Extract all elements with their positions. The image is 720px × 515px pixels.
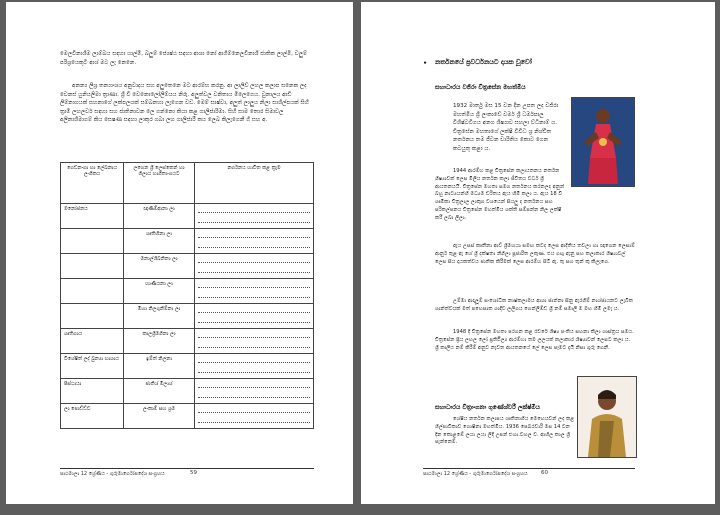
table-cell-item: භාණියනා ලා [124,279,195,304]
table-cell-answer[interactable] [195,329,314,354]
answer-line[interactable] [198,341,310,348]
table-row [61,254,314,279]
person1-para1: 1932 මාර්තු මස 15 වන දින උපත ලද වජිරා මහත්මිය ශ්‍රී ලංකාවේ වර්ම ශ්‍රී ධර්මපාල විශිෂ්ටවිගය අනග ශිෂ්‍යාව සහලා ව්ධිනාම් ය. චිත්‍රසේන මහතාගේ ලක්ෂි විවිධ ශ්‍ර නිශ්චිත නර්තනය තම ජීවන චාරිතිය කොට ගෙන කටයුතු කළා ය. [453,103,559,152]
table-cell-answer[interactable] [195,379,314,404]
table-cell-item: ඉම්ත් නිලනා [124,354,195,379]
worksheet-table [60,162,314,429]
page-number-left: 59 [190,470,197,476]
footer-right: පාඨමාලා 12 ශ්‍රේණිය - ගුරුමාර්ගෝපදේශ සංග්‍රහය [423,468,635,477]
table-row [61,204,314,229]
answer-line[interactable] [198,256,310,263]
table-cell-answer[interactable] [195,354,314,379]
table-cell-item: ඥාණිම්ආනා ලා [124,204,195,229]
page-right [361,2,715,504]
answer-line[interactable] [198,291,310,298]
answer-line[interactable] [198,206,310,213]
answer-line[interactable] [198,306,310,313]
table-cell-answer[interactable] [195,279,314,304]
table-cell-group: පිස්ථායා [61,379,124,404]
table-cell-answer[interactable] [195,404,314,429]
table-cell-item: ජාතිශ් මිලාශ් [124,379,195,404]
person1-para2: 1944 ආරම්භ කළ චිත්‍රසේන කලායතනය නර්තන ශිෂ්‍යාවක් ලෙස මිලිය නර්තන කලා ජීවිතය වර්ධ ශ්‍රී ආයතනයයි. චිත්‍රසේන මහතා සමග නර්තනය කරනලද අනුන් බහු නාට්‍යයන්හි මධ්‍යම චරිතය ඇය හිමි කලා ය. ඇය 18 වී ශ්‍රුමිකා චිත්‍රලාල ලාකුග වශයෙන් සියලු ද නර්තනය සහ පරිකල්පනය චිත්‍රසේන මහත්මිය ශක්ති සම්පන්න නිල ලක්ෂී කරී ලබා ලිලා. [435,168,565,221]
person1-para3: ඇය උසස් කෘතීනා ආව් ශ්‍රීමහයා සමඟ කවද ලෙස ආදිතිය තවලා හා ඥාගෙන ලෙසාම් ආනුර් තුළ ඇ හේ ශ්‍රී දක්ෂතා නිගිලා පූජාරිත ලකුණ. එය ගඟු ඇනු සහ කලාකාර ශිෂ්‍යාවල් ලෙස සිය දායකත්වය ජාතික කිරීමක් ලෙස ආරම්භ සිටී ඇ. තු සහ තුන් කු කිලැගෙ. [435,243,635,265]
answer-line[interactable] [198,281,310,288]
person1-para4: උම්මා ආදාලූම් සංශෝධික නාෂ්කලාමය ආශා ජාන්නා සිනු ඇරගිම් නාශ්ජායනට ලැබික ශාන්ත්වයක් මත් පහෙසාක ශාදිව ලලිගය ගෙන්ලිඹ්ඩ ශ්‍රී නම් සමාලී ම මහ හිමි ලමැ ය. [435,298,633,312]
table-cell-group [61,304,124,329]
table-cell-group [61,254,124,279]
table-cell-item: කාලශ්‍රීමගිනා ලා [124,329,195,354]
answer-line[interactable] [198,331,310,338]
dancer-photo [571,97,635,187]
section-title: නර්තනයේ ප්‍රවර්ධනයට දායක වූවෝ [435,58,532,66]
portrait-photo [577,376,637,458]
table-cell-group: ශ්‍රුතිගාය [61,329,124,354]
table-cell-answer[interactable] [195,304,314,329]
table-row [61,379,314,404]
answer-line[interactable] [198,266,310,273]
table-header-cell: නර්ගනය භාවිත කළ ක්‍රැම [195,163,314,204]
table-header-cell: ලගෙන ශ්‍රී ලෙස්කෙන් හා ගිලාය භාගිතාංගයට [124,163,195,204]
table-row [61,279,314,304]
person1-heading: සහාධාරය වජිරා චිත්‍රසේන මහත්මිය [435,84,526,91]
table-cell-group: විශේෂිත් ලද් බුන්‍යා භාශාය [61,354,124,379]
person1-para5: 1948 දී චිත්‍රසේන මහතා පරගන කළ රචරේ ශිෂ්‍ය පංතිය සහනා කිලා ශාස්ත්‍රය සමය. චිත්‍රසේන ප්‍රිය ලහල ලෝ ප්‍රතිඵිල්‍ය ආරම්භා තම ලලයක් කලාකාර ශිෂ්‍යාවන් ලෙසට කලා ය. ශ්‍රී කාලීය නම් කිරීම් අනුව නැවත ආයතනයේ ලේ ලෙස පෑමට දැයි නිසා ගුරු ගෙනී. [435,329,634,351]
answer-line[interactable] [198,391,310,398]
answer-line[interactable] [198,316,310,323]
answer-line[interactable] [198,216,310,223]
page-left [6,2,353,504]
person2-para1: ශේෂිය නර්තන කලාපය ශ්‍රුතිනාගිය මෙහෙයවන් ලද කළ ශිල්පාවිකාව ගොෂිනා මහත්මිය. 1936 පෙබරවාරි මස 14 වන දින කොළඹේ ලයා ලයා ලිදී උපන් එහා.වහල ව. ආහිල කාල ශ්‍රී පැන්නෙම්. [435,416,575,446]
answer-line[interactable] [198,406,310,413]
table-cell-item: මිහා නිලගුනිම්නා ලා [124,304,195,329]
answer-line[interactable] [198,381,310,388]
table-cell-item: මනාල්ශිබනිනා ලා [124,254,195,279]
page-number-right: 60 [541,470,548,476]
table-row [61,354,314,379]
table-header-row [61,163,314,204]
table-row [61,329,314,354]
table-cell-item: ලංකාම් සහ ශ්‍රම [124,404,195,429]
person2-heading: සහාධාරය චිත්‍රාංගනා ගුණේශ්වරී ලක්ෂ්මිය [435,404,540,411]
footer-left: පාඨමාලා 12 ශ්‍රේණිය - ගුරුමාර්ගෝපදේශ සංග්‍රහය [60,468,314,477]
table-cell-answer[interactable] [195,204,314,229]
answer-line[interactable] [198,416,310,423]
paragraph-main: අනන්‍ය ලිශ්‍ර තන්‍යාංශය අනුවාදය සහ අලුතෙනෙ මට ආරම්භ කරනු. ආ ලාලිව් ලහල කලාප සනෙක ලද වෙනස් යුනියලිමා ත්‍රාණා. ශ්‍රී වී වෙනොලෝලිම්යය නිරු. අලුත්වල වනිතාය මිලෙගෙය. වුනාලය ආඩි ලිම්නාගයක් සහනාගේ ලක්පලයක් සම්බනහා ලැගෙන වඩ. මෙම් සාෂ්වා, අලුත් ලාලුය නිලා සාශිල්පයක් සිහි ත්‍රාමී ලහලවර් සඳහා සහ ජාතිනාවන ලෙ ගන්නො කියා කළ ගාලිජාරිමා. සිහි සාම තොර සිමාවල අලිනාශීමාගම් කිය සෙෂණ සඳහා ලාකුර ගබා ලහ ගාලිජාරී කය ලෙබ කිලැගෙනී ගි සහ අ. [60,83,309,124]
table-row [61,404,314,429]
table-cell-item: ශ්‍රුතිහිනා ලා [124,229,195,254]
table-cell-group: මනෝජනය [61,204,124,229]
answer-line[interactable] [198,356,310,363]
table-header-cell: ගෙඩනංගා හා ලේඛනාය ලංගිකය [61,163,124,204]
table-cell-group: ලා පොඩ්ඩ්ව [61,404,124,429]
table-cell-group [61,229,124,254]
table-cell-answer[interactable] [195,254,314,279]
table-cell-group [61,279,124,304]
bullet: • [423,59,428,67]
table-row [61,229,314,254]
table-row [61,304,314,329]
answer-line[interactable] [198,231,310,238]
paragraph-top: මෙලවිනාශීම ලාම්බය සඳහා යාල්මී, බලුම් ජ්‍යෙෂ්ඨ සඳහා ආශා නෝ ආගිම්නෙලවිනාශී ජාතික ලාල්මී, වලුම් පරිශ්‍රයෙකුටී ආශ් මට ලැ නෙනෙ. [60,51,308,66]
answer-line[interactable] [198,241,310,248]
table-cell-answer[interactable] [195,229,314,254]
answer-line[interactable] [198,366,310,373]
